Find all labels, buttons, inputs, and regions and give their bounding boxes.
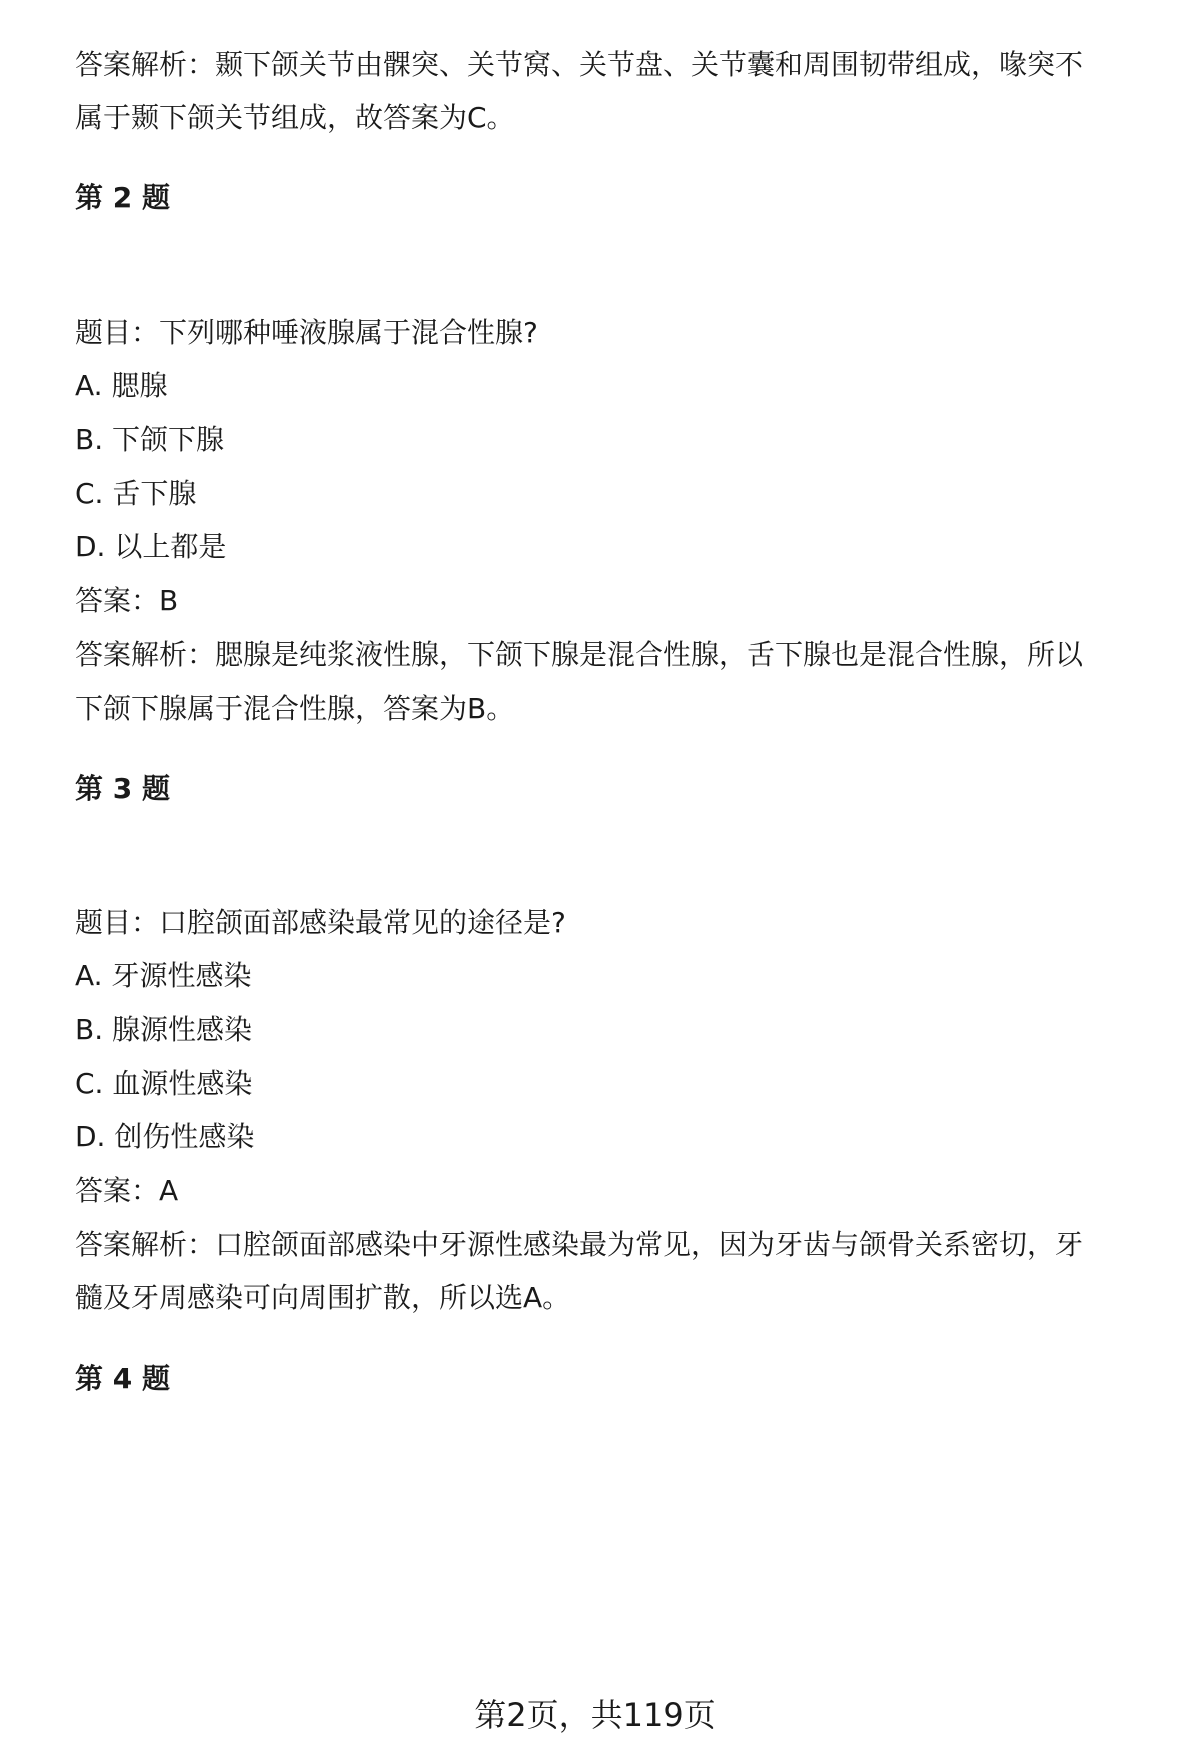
q2-analysis-line2: 下颌下腺属于混合性腺，答案为B。 xyxy=(75,692,515,725)
q2-option-d: D. 以上都是 xyxy=(75,530,227,563)
q3-question: 题目：口腔颌面部感染最常见的途径是? xyxy=(75,906,566,939)
q3-heading: 第 3 题 xyxy=(75,772,170,805)
q3-option-c: C. 血源性感染 xyxy=(75,1067,253,1100)
q2-analysis-line1: 答案解析：腮腺是纯浆液性腺，下颌下腺是混合性腺，舌下腺也是混合性腺，所以 xyxy=(75,638,1084,671)
q3-analysis-line1: 答案解析：口腔颌面部感染中牙源性感染最为常见，因为牙齿与颌骨关系密切，牙 xyxy=(75,1228,1084,1261)
q2-option-a: A. 腮腺 xyxy=(75,369,168,402)
q3-option-d: D. 创伤性感染 xyxy=(75,1120,255,1153)
q3-answer: 答案：A xyxy=(75,1174,179,1207)
q3-option-b: B. 腺源性感染 xyxy=(75,1013,253,1046)
q4-heading: 第 4 题 xyxy=(75,1362,170,1395)
q1-analysis-line1: 答案解析：颞下颌关节由髁突、关节窝、关节盘、关节囊和周围韧带组成，喙突不 xyxy=(75,48,1084,81)
q2-option-c: C. 舌下腺 xyxy=(75,477,197,510)
q2-heading: 第 2 题 xyxy=(75,181,170,214)
q3-option-a: A. 牙源性感染 xyxy=(75,959,252,992)
page-number: 第2页，共119页 xyxy=(474,1696,716,1734)
q2-question: 题目：下列哪种唾液腺属于混合性腺? xyxy=(75,316,538,349)
q2-option-b: B. 下颌下腺 xyxy=(75,423,225,456)
q2-answer: 答案：B xyxy=(75,584,179,617)
q1-analysis-line2: 属于颞下颌关节组成，故答案为C。 xyxy=(75,101,515,134)
q3-analysis-line2: 髓及牙周感染可向周围扩散，所以选A。 xyxy=(75,1281,571,1314)
